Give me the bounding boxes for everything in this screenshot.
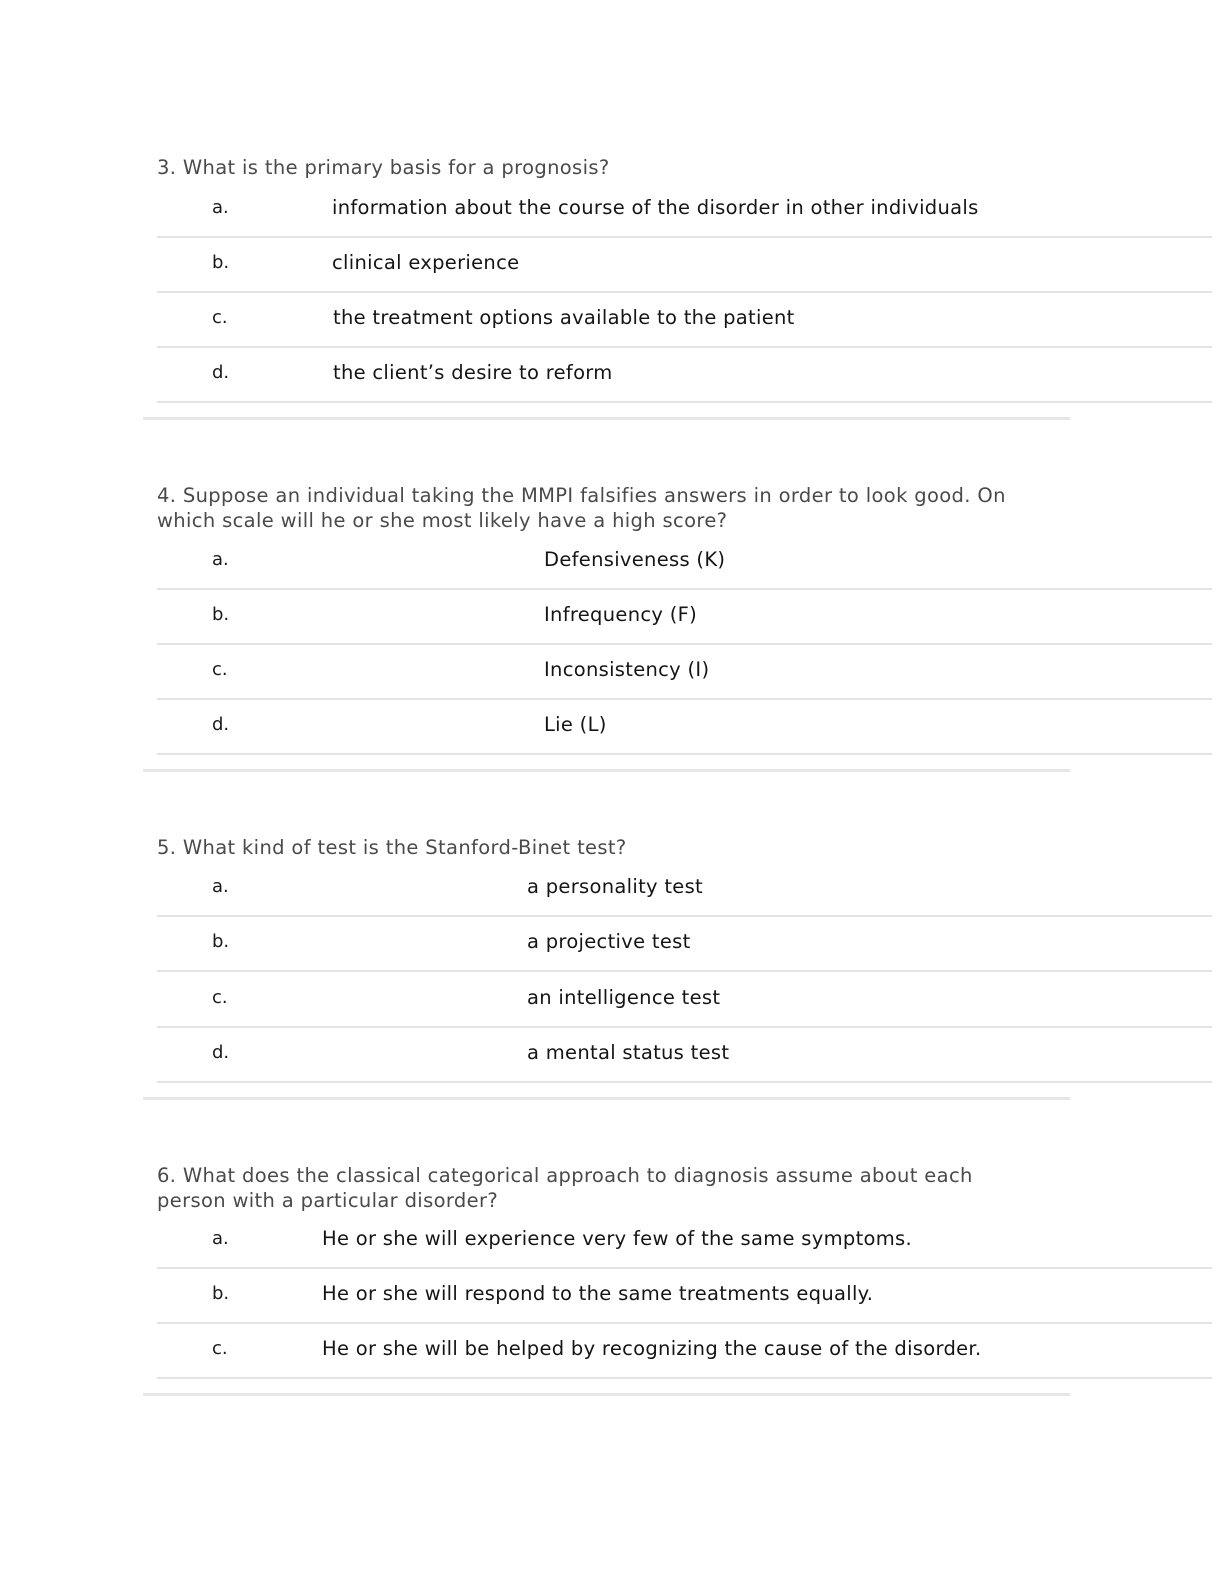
- row-divider: [157, 1377, 1212, 1379]
- option-letter: a.: [212, 1228, 229, 1249]
- option-letter: c.: [212, 659, 228, 680]
- option-letter: d.: [212, 362, 230, 383]
- option-row-b[interactable]: [157, 1269, 1212, 1324]
- option-text: the client’s desire to reform: [333, 361, 613, 384]
- option-row-b[interactable]: [157, 917, 1212, 972]
- option-text: Lie (L): [544, 713, 607, 736]
- option-text: He or she will be helped by recognizing the cause of the disorder.: [322, 1337, 982, 1360]
- option-text: an intelligence test: [527, 986, 721, 1009]
- option-text: He or she will experience very few of the same symptoms.: [322, 1227, 912, 1250]
- question-text: 5. What kind of test is the Stanford-Binet test?: [157, 836, 627, 859]
- option-text: Inconsistency (I): [544, 658, 710, 681]
- option-letter: a.: [212, 197, 229, 218]
- row-divider: [157, 970, 1212, 972]
- question-separator: [143, 1393, 1070, 1396]
- option-row-c[interactable]: [157, 645, 1212, 700]
- option-row-b[interactable]: [157, 590, 1212, 645]
- option-letter: c.: [212, 307, 228, 328]
- option-text: the treatment options available to the patient: [333, 306, 795, 329]
- option-row-a[interactable]: [157, 1214, 1212, 1269]
- option-row-a[interactable]: [157, 183, 1212, 238]
- option-text: He or she will respond to the same treatments equally.: [322, 1282, 874, 1305]
- question-text: 6. What does the classical categorical approach to diagnosis assume about each person with a particular disorder?: [157, 1164, 980, 1212]
- row-divider: [157, 753, 1212, 755]
- option-letter: b.: [212, 604, 230, 625]
- option-letter: c.: [212, 1338, 228, 1359]
- row-divider: [157, 1081, 1212, 1083]
- question-separator: [143, 1097, 1070, 1100]
- option-letter: b.: [212, 252, 230, 273]
- option-letter: b.: [212, 1283, 230, 1304]
- row-divider: [157, 401, 1212, 403]
- option-text: a projective test: [527, 930, 691, 953]
- question-text: 3. What is the primary basis for a prognosis?: [157, 156, 610, 179]
- question-text: 4. Suppose an individual taking the MMPI falsifies answers in order to look good. On which scale will he or she most likely have a high score?: [157, 484, 1013, 532]
- option-row-b[interactable]: [157, 238, 1212, 293]
- option-row-c[interactable]: [157, 973, 1212, 1028]
- option-row-a[interactable]: [157, 535, 1212, 590]
- option-row-d[interactable]: [157, 700, 1212, 755]
- option-letter: a.: [212, 876, 229, 897]
- option-text: a mental status test: [527, 1041, 730, 1064]
- option-text: a personality test: [527, 875, 704, 898]
- option-text: information about the course of the disorder in other individuals: [332, 196, 979, 219]
- option-letter: c.: [212, 987, 228, 1008]
- option-letter: a.: [212, 549, 229, 570]
- option-text: Defensiveness (K): [544, 548, 726, 571]
- option-row-a[interactable]: [157, 862, 1212, 917]
- option-letter: b.: [212, 931, 230, 952]
- question-separator: [143, 417, 1070, 420]
- option-row-d[interactable]: [157, 348, 1212, 403]
- option-row-c[interactable]: [157, 1324, 1212, 1379]
- option-row-d[interactable]: [157, 1028, 1212, 1083]
- option-letter: d.: [212, 714, 230, 735]
- question-separator: [143, 769, 1070, 772]
- option-text: clinical experience: [332, 251, 520, 274]
- option-letter: d.: [212, 1042, 230, 1063]
- option-text: Infrequency (F): [544, 603, 698, 626]
- option-row-c[interactable]: [157, 293, 1212, 348]
